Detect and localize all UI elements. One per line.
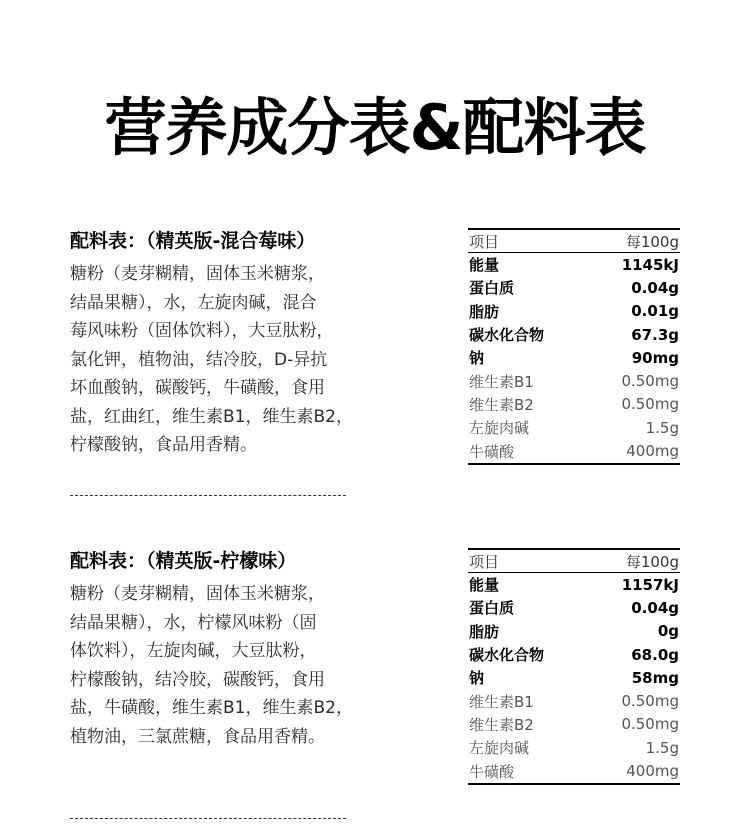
ingredient-line: 糖粉（麦芽糊精，固体玉米糖浆，: [70, 264, 325, 284]
nutrient-name: 维生素B1: [469, 372, 534, 391]
ingredient-title: 配料表：（精英版-混合莓味）: [70, 230, 316, 252]
nutrient-name: 牛磺酸: [469, 442, 515, 461]
nutrient-value: 1145kJ: [621, 255, 679, 274]
nutrient-name: 项目: [469, 232, 500, 251]
nutrient-name: 钠: [469, 349, 485, 368]
ingredient-line: 盐，牛磺酸，维生素B1，维生素B2，: [70, 698, 353, 718]
nutrition-header-row: [468, 230, 680, 253]
nutrient-name: 蛋白质: [469, 599, 515, 618]
nutrition-row: [468, 736, 680, 759]
ingredient-list: [70, 580, 370, 751]
ingredient-title: 配料表：（精英版-柠檬味）: [70, 550, 297, 572]
nutrition-row: [468, 643, 680, 666]
nutrition-row: [468, 573, 680, 596]
ingredient-line: 结晶果糖），水，左旋肉碱，混合: [70, 292, 317, 313]
ingredient-line: 植物油，三氯蔗糖，食品用香精。: [70, 726, 325, 747]
nutrient-value: 0.01g: [631, 302, 679, 321]
nutrient-name: 能量: [469, 256, 500, 275]
nutrition-row: [468, 759, 680, 782]
nutrient-name: 维生素B2: [469, 715, 534, 734]
nutrient-value: 每100g: [625, 232, 679, 251]
nutrient-value: 1.5g: [645, 738, 679, 757]
page-title: 营养成分表&配料表: [104, 91, 646, 164]
nutrient-value: 0.50mg: [621, 715, 679, 734]
nutrient-name: 钠: [469, 669, 485, 688]
nutrient-value: 67.3g: [631, 325, 679, 344]
nutrient-name: 左旋肉碱: [469, 419, 530, 438]
nutrient-name: 维生素B1: [469, 692, 534, 711]
nutrient-name: 脂肪: [469, 622, 500, 641]
ingredient-line: 柠檬酸钠，结冷胶，碳酸钙，食用: [70, 669, 325, 690]
nutrition-row: [468, 666, 680, 689]
nutrient-value: 58mg: [631, 668, 679, 687]
nutrient-value: 1157kJ: [621, 575, 679, 594]
nutrition-row: [468, 253, 680, 276]
nutrient-value: 0.50mg: [621, 372, 679, 391]
dashed-divider: [70, 818, 346, 819]
nutrient-name: 左旋肉碱: [469, 739, 530, 758]
nutrient-value: 68.0g: [631, 645, 679, 664]
nutrient-value: 90mg: [631, 348, 679, 367]
nutrient-value: 0.04g: [631, 278, 679, 297]
nutrition-row: [468, 369, 680, 392]
nutrient-name: 维生素B2: [469, 395, 534, 414]
nutrition-row: [468, 300, 680, 323]
nutrient-name: 碳水化合物: [469, 646, 545, 665]
ingredient-line: 柠檬酸钠，食品用香精。: [70, 435, 257, 455]
nutrition-row: [468, 346, 680, 369]
nutrition-row: [468, 393, 680, 416]
nutrition-row: [468, 596, 680, 619]
nutrition-row: [468, 323, 680, 346]
ingredient-list: [70, 260, 370, 460]
nutrient-name: 项目: [469, 552, 500, 571]
nutrition-row: [468, 416, 680, 439]
nutrition-table: [468, 228, 680, 465]
nutrient-value: 0.50mg: [621, 395, 679, 414]
ingredient-line: 糖粉（麦芽糊精，固体玉米糖浆，: [70, 584, 325, 604]
nutrient-name: 脂肪: [469, 302, 500, 321]
ingredient-line: 氯化钾，植物油，结冷胶，D-异抗: [70, 349, 328, 370]
nutrient-value: 0.50mg: [621, 692, 679, 711]
nutrient-value: 400mg: [626, 442, 679, 461]
nutrition-row: [468, 713, 680, 736]
ingredient-line: 结晶果糖），水，柠檬风味粉（固: [70, 612, 317, 633]
nutrient-value: 0.04g: [631, 598, 679, 617]
nutrition-row: [468, 689, 680, 712]
ingredient-line: 盐，红曲红，维生素B1，维生素B2，: [70, 406, 353, 427]
ingredient-line: 体饮料），左旋肉碱，大豆肽粉，: [70, 641, 317, 661]
nutrition-row: [468, 439, 680, 462]
nutrition-header-row: [468, 550, 680, 573]
nutrient-value: 400mg: [626, 762, 679, 781]
nutrient-name: 蛋白质: [469, 279, 515, 298]
nutrition-table: [468, 548, 680, 785]
nutrient-name: 牛磺酸: [469, 762, 515, 781]
nutrient-value: 每100g: [625, 552, 679, 571]
nutrient-value: 0g: [657, 622, 679, 641]
nutrient-value: 1.5g: [645, 418, 679, 437]
nutrient-name: 碳水化合物: [469, 326, 545, 345]
ingredient-line: 莓风味粉（固体饮料），大豆肽粉，: [70, 321, 334, 341]
dashed-divider: [70, 495, 346, 496]
nutrition-row: [468, 620, 680, 643]
nutrition-row: [468, 276, 680, 299]
nutrient-name: 能量: [469, 576, 500, 595]
ingredient-line: 坏血酸钠，碳酸钙，牛磺酸，食用: [70, 378, 325, 398]
